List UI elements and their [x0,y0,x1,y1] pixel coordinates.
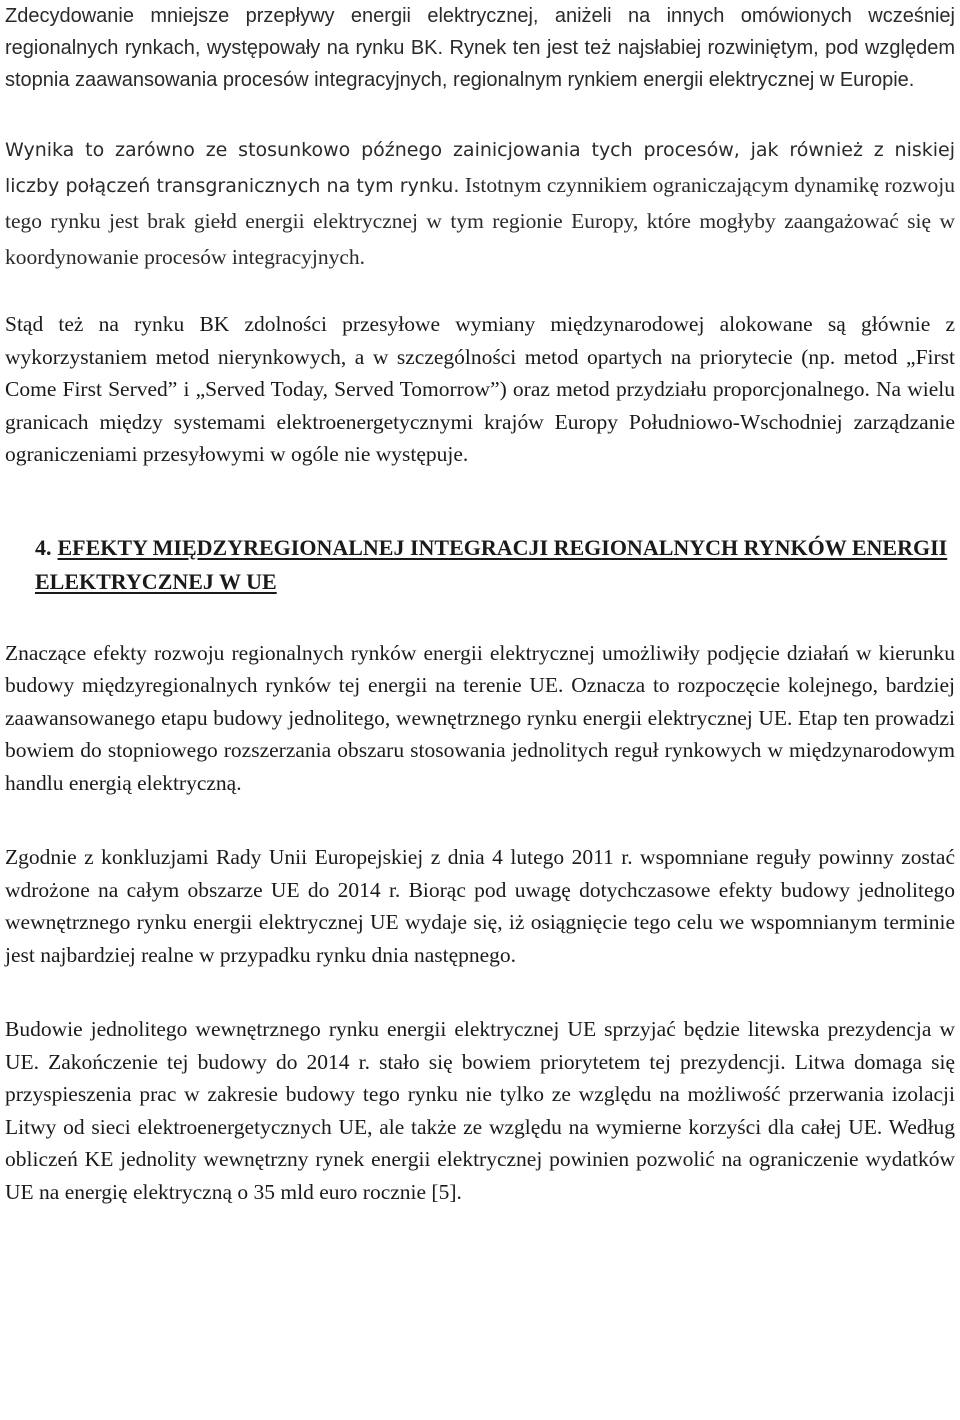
paragraph-council: Zgodnie z konkluzjami Rady Unii Europejskiej z dnia 4 lutego 2011 r. wspomniane reguły powinny zostać wdrożone na całym obszarze UE do 2014 r. Biorąc pod uwagę dotychczasowe efekty budowy jednolitego wewnętrznego rynku energii elektrycznej UE wydaje się, iż osiągnięcie tego celu we wspomnianym terminie jest najbardziej realne w przypadku rynku dnia następnego. [5,845,955,967]
paragraph-causes-serif: Istotnym czynnikiem ograniczającym dynamikę rozwoju tego rynku jest brak giełd energii elektrycznej w tym regionie Europy, które mogłyby zaangażować się w koordynowanie procesów integracyjnych. [5,173,955,269]
paragraph-causes-sans: Wynika to zarówno ze stosunkowo późnego zainicjowania tych procesów, jak również z niskiej liczby połączeń transgranicznych na tym rynku. [5,139,955,197]
document-page [5,0,955,1208]
paragraph-intro: Zdecydowanie mniejsze przepływy energii elektrycznej, aniżeli na innych omówionych wcześniej regionalnych rynkach, występowały na rynku BK. Rynek ten jest też najsłabiej rozwiniętym, pod względem stopnia zaawansowania procesów integracyjnych, regionalnym rynkiem energii elektrycznej w Europie. [5,5,955,91]
paragraph-lithuania: Budowie jednolitego wewnętrznego rynku energii elektrycznej UE sprzyjać będzie litewska prezydencja w UE. Zakończenie tej budowy do 2014 r. stało się bowiem priorytetem tej prezydencji. Litwa domaga się przyspieszenia prac w zakresie budowy tego rynku nie tylko ze względu na możliwość przerwania izolacji Litwy od sieci elektroenergetycznych UE, ale także ze względu na wymierne korzyści dla całej UE. Według obliczeń KE jednolity wewnętrzny rynek energii elektrycznej powinien pozwolić na ograniczenie wydatków UE na energię elektryczną o 35 mld euro rocznie [5]. [5,1017,955,1204]
section-number: 4. [35,534,52,560]
section-title: EFEKTY MIĘDZYREGIONALNEJ INTEGRACJI REGIONALNYCH RYNKÓW ENERGII ELEKTRYCZNEJ W UE [35,534,948,594]
paragraph-effects: Znaczące efekty rozwoju regionalnych rynków energii elektrycznej umożliwiły podjęcie działań w kierunku budowy międzyregionalnych rynków tej energii na terenie UE. Oznacza to rozpoczęcie kolejnego, bardziej zaawansowanego etapu budowy jednolitego, wewnętrznego rynku energii elektrycznej UE. Etap ten prowadzi bowiem do stopniowego rozszerzania obszaru stosowania jednolitych reguł rynkowych w międzynarodowym handlu energią elektryczną. [5,640,955,795]
paragraph-causes [5,132,955,276]
paragraph-allocation: Stąd też na rynku BK zdolności przesyłowe wymiany międzynarodowej alokowane są głównie z wykorzystaniem metod nierynkowych, a w szczególności metod opartych na priorytecie (np. metod „First Come First Served” i „Served Today, Served Tomorrow”) oraz metod przydziału proporcjonalnego. Na wielu granicach między systemami elektroenergetycznymi krajów Europy Południowo-Wschodniej zarządzanie ograniczeniami przesyłowymi w ogóle nie występuje. [5,312,955,466]
section-heading [5,531,955,599]
